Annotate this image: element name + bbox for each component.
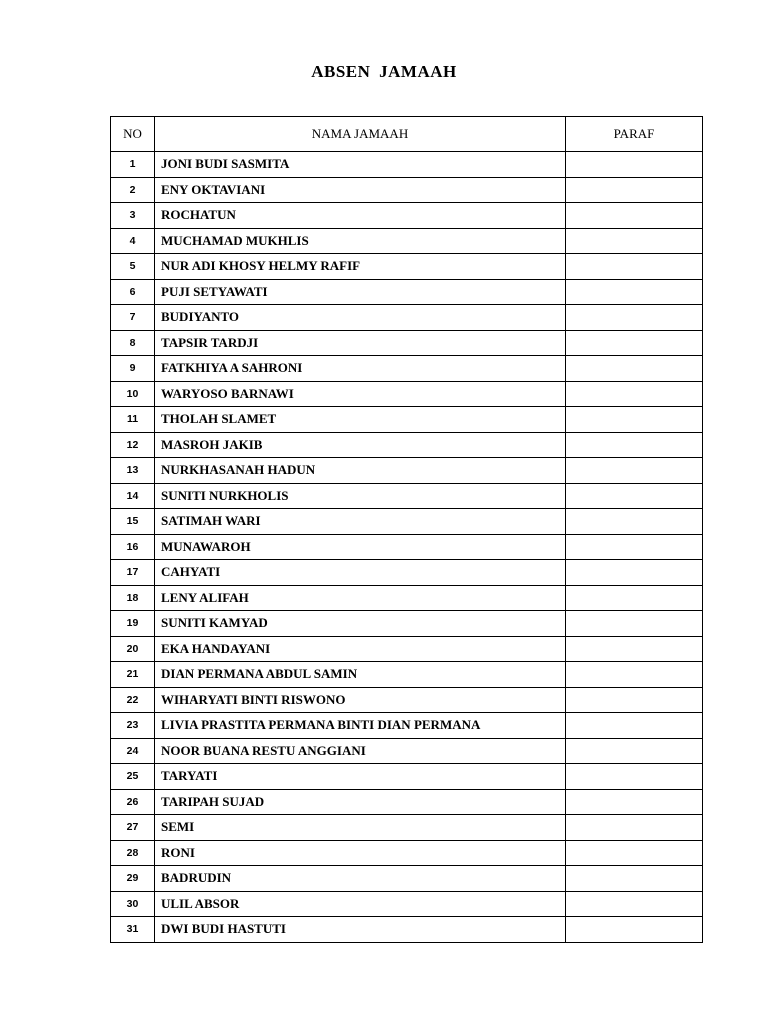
table-body (111, 152, 703, 943)
table-header-row (111, 117, 703, 152)
signature-cell[interactable] (566, 330, 703, 356)
row-number: 30 (111, 891, 155, 917)
signature-cell[interactable] (566, 713, 703, 739)
row-number: 15 (111, 509, 155, 535)
signature-cell[interactable] (566, 738, 703, 764)
signature-cell[interactable] (566, 636, 703, 662)
table-row (111, 662, 703, 688)
table-row (111, 687, 703, 713)
row-number: 26 (111, 789, 155, 815)
table-row (111, 738, 703, 764)
row-number: 1 (111, 152, 155, 178)
row-number: 14 (111, 483, 155, 509)
signature-cell[interactable] (566, 279, 703, 305)
signature-cell[interactable] (566, 203, 703, 229)
row-number: 12 (111, 432, 155, 458)
row-number: 4 (111, 228, 155, 254)
signature-cell[interactable] (566, 764, 703, 790)
member-name: NURKHASANAH HADUN (155, 458, 566, 484)
table-row (111, 509, 703, 535)
row-number: 13 (111, 458, 155, 484)
member-name: THOLAH SLAMET (155, 407, 566, 433)
row-number: 3 (111, 203, 155, 229)
row-number: 25 (111, 764, 155, 790)
member-name: JONI BUDI SASMITA (155, 152, 566, 178)
table-row (111, 866, 703, 892)
table-row (111, 254, 703, 280)
member-name: MUCHAMAD MUKHLIS (155, 228, 566, 254)
table-row (111, 534, 703, 560)
signature-cell[interactable] (566, 840, 703, 866)
member-name: ULIL ABSOR (155, 891, 566, 917)
row-number: 24 (111, 738, 155, 764)
row-number: 31 (111, 917, 155, 943)
row-number: 27 (111, 815, 155, 841)
table-row (111, 228, 703, 254)
table-row (111, 483, 703, 509)
row-number: 8 (111, 330, 155, 356)
header-no: NO (111, 117, 155, 152)
row-number: 6 (111, 279, 155, 305)
table-row (111, 152, 703, 178)
member-name: MASROH JAKIB (155, 432, 566, 458)
member-name: RONI (155, 840, 566, 866)
signature-cell[interactable] (566, 917, 703, 943)
member-name: NUR ADI KHOSY HELMY RAFIF (155, 254, 566, 280)
member-name: WIHARYATI BINTI RISWONO (155, 687, 566, 713)
row-number: 23 (111, 713, 155, 739)
table-row (111, 177, 703, 203)
table-row (111, 432, 703, 458)
signature-cell[interactable] (566, 177, 703, 203)
table-row (111, 789, 703, 815)
member-name: PUJI SETYAWATI (155, 279, 566, 305)
member-name: TARYATI (155, 764, 566, 790)
row-number: 22 (111, 687, 155, 713)
member-name: NOOR BUANA RESTU ANGGIANI (155, 738, 566, 764)
row-number: 29 (111, 866, 155, 892)
row-number: 28 (111, 840, 155, 866)
member-name: FATKHIYA A SAHRONI (155, 356, 566, 382)
member-name: DIAN PERMANA ABDUL SAMIN (155, 662, 566, 688)
table-row (111, 815, 703, 841)
attendance-table (110, 116, 703, 943)
member-name: SEMI (155, 815, 566, 841)
signature-cell[interactable] (566, 432, 703, 458)
page-title: ABSEN JAMAAH (311, 62, 457, 81)
table-row (111, 764, 703, 790)
row-number: 7 (111, 305, 155, 331)
table-row (111, 585, 703, 611)
row-number: 19 (111, 611, 155, 637)
row-number: 18 (111, 585, 155, 611)
header-name: NAMA JAMAAH (155, 117, 566, 152)
signature-cell[interactable] (566, 152, 703, 178)
table-row (111, 611, 703, 637)
row-number: 17 (111, 560, 155, 586)
member-name: MUNAWAROH (155, 534, 566, 560)
member-name: EKA HANDAYANI (155, 636, 566, 662)
signature-cell[interactable] (566, 560, 703, 586)
member-name: TARIPAH SUJAD (155, 789, 566, 815)
row-number: 10 (111, 381, 155, 407)
member-name: LENY ALIFAH (155, 585, 566, 611)
table-row (111, 636, 703, 662)
signature-cell[interactable] (566, 483, 703, 509)
row-number: 20 (111, 636, 155, 662)
signature-cell[interactable] (566, 509, 703, 535)
member-name: SATIMAH WARI (155, 509, 566, 535)
member-name: SUNITI NURKHOLIS (155, 483, 566, 509)
signature-cell[interactable] (566, 789, 703, 815)
member-name: ENY OKTAVIANI (155, 177, 566, 203)
signature-cell[interactable] (566, 356, 703, 382)
member-name: ROCHATUN (155, 203, 566, 229)
member-name: SUNITI KAMYAD (155, 611, 566, 637)
table-row (111, 917, 703, 943)
signature-cell[interactable] (566, 228, 703, 254)
signature-cell[interactable] (566, 866, 703, 892)
row-number: 21 (111, 662, 155, 688)
row-number: 16 (111, 534, 155, 560)
member-name: BUDIYANTO (155, 305, 566, 331)
header-paraf: PARAF (566, 117, 703, 152)
table-row (111, 203, 703, 229)
signature-cell[interactable] (566, 891, 703, 917)
table-row (111, 458, 703, 484)
row-number: 9 (111, 356, 155, 382)
row-number: 11 (111, 407, 155, 433)
member-name: CAHYATI (155, 560, 566, 586)
table-row (111, 305, 703, 331)
table-row (111, 891, 703, 917)
signature-cell[interactable] (566, 585, 703, 611)
row-number: 2 (111, 177, 155, 203)
signature-cell[interactable] (566, 407, 703, 433)
table-row (111, 381, 703, 407)
signature-cell[interactable] (566, 458, 703, 484)
table-row (111, 330, 703, 356)
member-name: BADRUDIN (155, 866, 566, 892)
signature-cell[interactable] (566, 534, 703, 560)
member-name: WARYOSO BARNAWI (155, 381, 566, 407)
row-number: 5 (111, 254, 155, 280)
table-row (111, 356, 703, 382)
signature-cell[interactable] (566, 662, 703, 688)
table-row (111, 840, 703, 866)
table-row (111, 560, 703, 586)
signature-cell[interactable] (566, 381, 703, 407)
table-row (111, 713, 703, 739)
signature-cell[interactable] (566, 815, 703, 841)
table-row (111, 407, 703, 433)
member-name: LIVIA PRASTITA PERMANA BINTI DIAN PERMANA (155, 713, 566, 739)
signature-cell[interactable] (566, 254, 703, 280)
table-row (111, 279, 703, 305)
member-name: TAPSIR TARDJI (155, 330, 566, 356)
signature-cell[interactable] (566, 687, 703, 713)
signature-cell[interactable] (566, 611, 703, 637)
member-name: DWI BUDI HASTUTI (155, 917, 566, 943)
signature-cell[interactable] (566, 305, 703, 331)
